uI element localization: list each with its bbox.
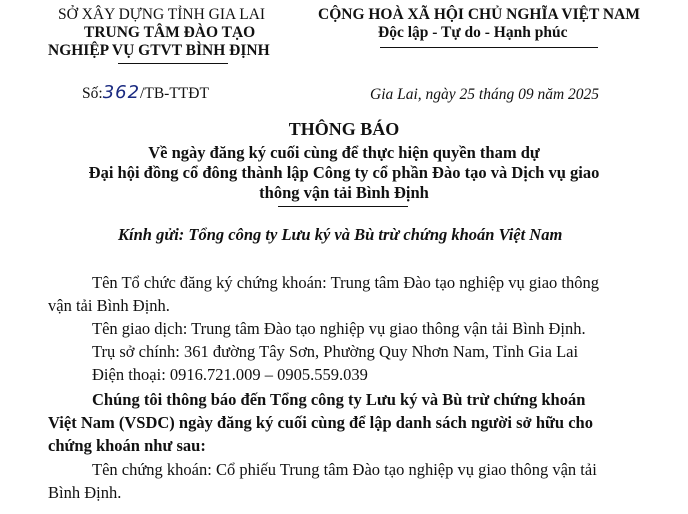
notice-line-2: Việt Nam (VSDC) ngày đăng ký cuối cùng để lập danh sách người sở hữu cho bbox=[48, 413, 593, 432]
issue-date: Gia Lai, ngày 25 tháng 09 năm 2025 bbox=[370, 86, 600, 103]
issuer-underline bbox=[118, 63, 228, 64]
issuer-ministry: SỞ XÂY DỰNG TỈNH GIA LAI bbox=[58, 6, 266, 23]
doc-no-handwritten: 362 bbox=[102, 82, 141, 103]
notice-line-1: Chúng tôi thông báo đến Tổng công ty Lưu ký và Bù trừ chứng khoán bbox=[92, 390, 586, 409]
subtitle-line-3: thông vận tải Bình Định bbox=[259, 183, 429, 202]
org-name-line-2: vận tải Bình Định. bbox=[48, 296, 170, 315]
subtitle-line-1: Về ngày đăng ký cuối cùng để thực hiện quyền tham dự bbox=[148, 143, 540, 162]
phone-line: Điện thoại: 0916.721.009 – 0905.559.039 bbox=[92, 365, 368, 384]
security-line-1: Tên chứng khoán: Cổ phiếu Trung tâm Đào tạo nghiệp vụ giao thông vận tải bbox=[92, 460, 597, 479]
issuer-center-name: TRUNG TÂM ĐÀO TẠO bbox=[84, 24, 256, 41]
motto-underline bbox=[380, 47, 598, 48]
national-motto: Độc lập - Tự do - Hạnh phúc bbox=[378, 24, 568, 41]
recipient-line: Kính gửi: Tổng công ty Lưu ký và Bù trừ chứng khoán Việt Nam bbox=[118, 225, 563, 244]
national-title: CỘNG HOÀ XÃ HỘI CHỦ NGHĨA VIỆT NAM bbox=[318, 6, 640, 23]
document-number bbox=[82, 84, 209, 103]
subtitle-line-2: Đại hội đồng cổ đông thành lập Công ty cổ phần Đào tạo và Dịch vụ giao bbox=[88, 163, 600, 182]
doc-no-prefix: Số: bbox=[82, 85, 103, 102]
address-line: Trụ sở chính: 361 đường Tây Sơn, Phường Quy Nhơn Nam, Tỉnh Gia Lai bbox=[92, 342, 579, 361]
trade-name-line: Tên giao dịch: Trung tâm Đào tạo nghiệp vụ giao thông vận tải Bình Định. bbox=[92, 319, 586, 338]
doc-no-suffix: /TB-TTĐT bbox=[140, 85, 209, 102]
issuer-center-subname: NGHIỆP VỤ GTVT BÌNH ĐỊNH bbox=[48, 42, 270, 59]
subtitle-underline bbox=[278, 206, 408, 207]
org-name-line-1: Tên Tổ chức đăng ký chứng khoán: Trung tâm Đào tạo nghiệp vụ giao thông bbox=[92, 273, 600, 292]
document-title: THÔNG BÁO bbox=[288, 119, 400, 139]
security-line-2: Bình Định. bbox=[48, 483, 122, 502]
notice-line-3: chứng khoán như sau: bbox=[48, 436, 206, 455]
